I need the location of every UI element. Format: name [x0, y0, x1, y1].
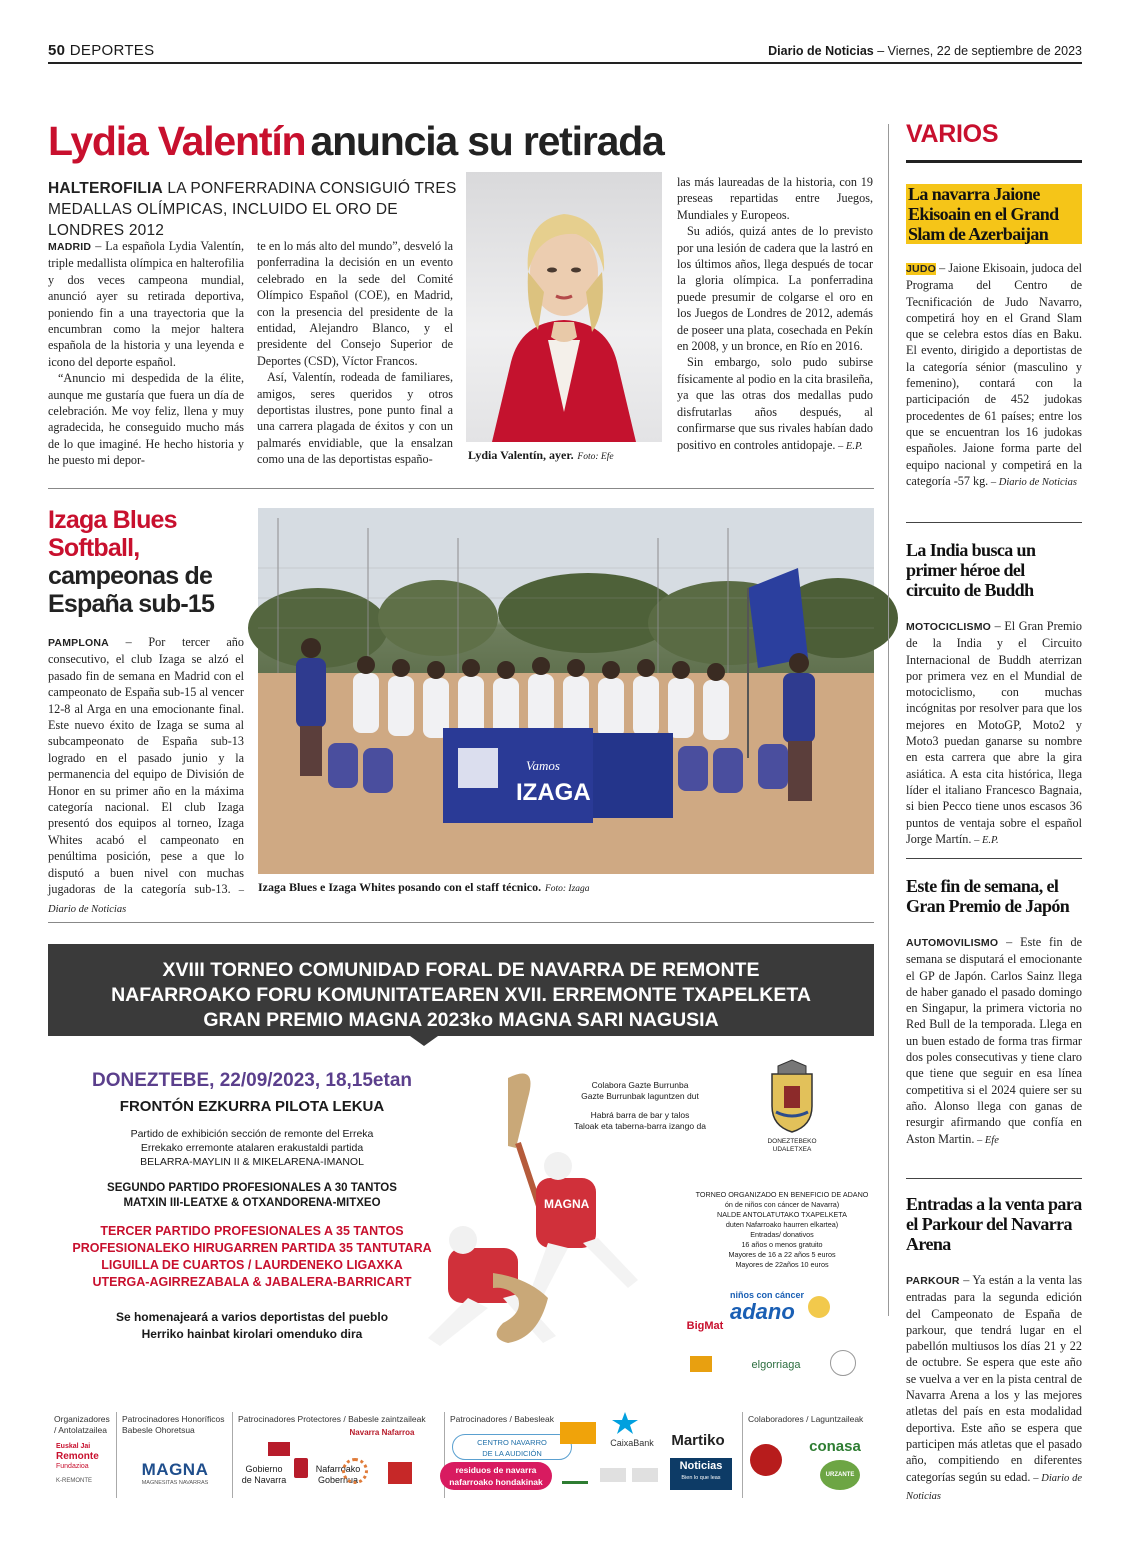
team-photo-illustration [258, 508, 874, 874]
centro-audicion-line-2: DE LA AUDICIÓN [482, 1449, 542, 1458]
gobierno-navarra-logo [236, 1464, 292, 1486]
town-label-1: DONEZTEBEKO [767, 1138, 817, 1145]
charity-line-2: ón de niños con cáncer de Navarra) [724, 1200, 840, 1209]
brief-auto [906, 876, 1082, 1149]
town-label-2: UDALETXEA [772, 1146, 812, 1153]
team-photo [258, 508, 874, 874]
brief-auto-sig: – Efe [974, 1134, 999, 1146]
paper-name: Diario de Noticias [768, 44, 874, 58]
navarra-word: Navarra [349, 1428, 380, 1437]
noticias-logo [670, 1458, 732, 1490]
crest-icon [762, 1060, 822, 1134]
remonte-line-3: Fundazioa [56, 1463, 89, 1470]
remonte-line-2: Remonte [56, 1451, 99, 1462]
brief-parkour-body [906, 1272, 1082, 1505]
residuos-navarra-logo [440, 1462, 552, 1490]
remonte-logo [56, 1442, 112, 1486]
lydia-photo [466, 172, 662, 442]
brief-auto-body [906, 934, 1082, 1149]
ods-wheel-icon [342, 1458, 368, 1484]
brief-rule-1 [906, 522, 1082, 523]
main-subtitle [48, 178, 458, 241]
brief-moto-text: – El Gran Premio de la India y el Circuito Internacional de Buddh aterrizan por primera vez en el Mundial de motociclismo, con muchas incógnitas por resolver para que los mejores en MotoGP, Moto2 y Moto3 puedan ganarse su nombre en esta carrera que abre la gira asiática. A esta cita histórica, llega líder el italiano Francesco Bagnaia, si bien Pecco tiene unos escasos 36 puntos de ventaja sobre el español Jorge Martín. [906, 619, 1082, 846]
ad-second-2: MATXIN III-LEATXE & OTXANDORENA-MITXEO [123, 1197, 381, 1209]
ad-bar-2: Taloak eta taberna-barra izango da [574, 1121, 706, 1131]
main-signature: – E.P. [835, 440, 863, 452]
brief-judo-body [906, 260, 1082, 491]
brief-rule-3 [906, 1178, 1082, 1179]
remonte-line-1: Euskal Jai [56, 1443, 91, 1450]
ad-event-info [48, 1070, 456, 1343]
section-name: DEPORTES [69, 42, 155, 59]
subtitle-text: LA PONFERRADINA CONSIGUIÓ TRES MEDALLAS OLÍMPICAS, INCLUIDO EL ORO DE LONDRES 2012 [48, 180, 457, 239]
urzante-logo: URZANTE [820, 1460, 860, 1490]
issue-date: Viernes, 22 de septiembre de 2023 [887, 44, 1082, 58]
noticias-tagline: Bien lo que leas [681, 1475, 721, 1481]
brief-rule-2 [906, 858, 1082, 859]
charity-line-8: Mayores de 22años 10 euros [735, 1260, 829, 1269]
ad-title-line-1: XVIII TORNEO COMUNIDAD FORAL DE NAVARRA DE REMONTE [162, 959, 760, 981]
nafarroako-line-2: Gobernua [317, 1475, 359, 1485]
navarra-nafarroa-logo [344, 1428, 420, 1438]
ad-collab-2: Gazte Burrunbak laguntzen dut [581, 1091, 699, 1101]
centro-audicion-line-1: CENTRO NAVARRO [477, 1438, 547, 1447]
sponsor-green-logo [562, 1466, 588, 1484]
brief-moto-body [906, 618, 1082, 849]
brief-auto-title: Este fin de semana, el Gran Premio de Japón [906, 876, 1070, 916]
cw-mini-logo [690, 1356, 712, 1372]
small-seal-icon [830, 1350, 856, 1376]
ad-homage-1: Se homenajeará a varios deportistas del pueblo [115, 1310, 389, 1324]
main-col3-p3: Sin embargo, solo pudo subirse físicamente al podio en la cita brasileña, ya que las otras dos medallas pudo disfrutarlas años después, al confirmarse que sus rivales habían dado positivo en controles antidopaje. [677, 355, 873, 452]
main-col2-p2: Así, Valentín, rodeada de familiares, amigos, seres queridos y otros deportistas ilustres, pone punto final a una carrera plagada de éxitos y con un palmarés envidiable, que la ensalzan como una de las deportistas españo- [257, 370, 453, 467]
brief-auto-text: – Este fin de semana se disputará el emocionante el GP de Japón. Carlos Sainz llega de haber ganado el pasado domingo en Singapur, la primera victoria no Red Bull de la temporada. Llega en un buen estado de forma tras firmar dos poles consecutivas y tiene claro que tiene que seguir en esa línea competitiva si el 2024 quiere ser su año. Alonso llega con ganas de resurgir afirmando que confía en Aston Martin. [906, 935, 1082, 1146]
shirt-magna-text: MAGNA [544, 1197, 590, 1211]
remonte-line-4: K-REMONTE [56, 1478, 92, 1484]
softball-dateline: PAMPLONA [48, 637, 109, 649]
sponsor-head-sponsors: Patrocinadores / Babesleak [450, 1414, 554, 1424]
charity-line-1: TORNEO ORGANIZADO EN BENEFICIO DE ADANO [695, 1190, 869, 1199]
brief-auto-label: AUTOMOVILISMO [906, 937, 999, 949]
main-headline [48, 118, 868, 165]
residuos-line-2: nafarroako hondakinak [449, 1477, 543, 1487]
town-crest [762, 1060, 822, 1152]
ad-band-notch [410, 1036, 438, 1046]
ad-divider [48, 922, 874, 923]
residuos-line-1: residuos de navarra [455, 1465, 537, 1475]
main-column-3 [677, 174, 873, 464]
team-caption [258, 880, 590, 895]
adano-mascot-icon [808, 1296, 830, 1318]
headline-red: Lydia Valentín [48, 118, 306, 164]
page-number: 50 [48, 42, 66, 59]
main-col1-p2: “Anuncio mi despedida de la élite, aunque me gustaría que fuera un día de celebración. Me voy feliz, llena y muy agradecida, he conseguido mucho más de lo que imaginé. He hecho historia y he puesto mi depor- [48, 371, 244, 468]
ad-venue: FRONTÓN EZKURRA PILOTA LEKUA [119, 1098, 385, 1115]
ad-exhibition-2: Errekako erremonte atalaren erakustaldi partida [140, 1142, 364, 1154]
ad-collab-1: Colabora Gazte Burrunba [591, 1080, 689, 1090]
sponsor-head-collaborators: Colaboradores / Laguntzaileak [748, 1414, 864, 1424]
ad-second-1: SEGUNDO PARTIDO PROFESIONALES A 30 TANTOS [107, 1182, 397, 1194]
brief-moto [906, 540, 1082, 849]
nafarroako-line-1: Nafarroako [315, 1464, 361, 1474]
elgorriaga-logo: elgorriaga [751, 1359, 801, 1371]
softball-signature: – Diario de Noticias [48, 885, 245, 915]
ad-third-1: TERCER PARTIDO PROFESIONALES A 35 TANTOS [100, 1224, 404, 1238]
magna-logo-text: MAGNA [141, 1460, 209, 1479]
headline-black: anuncia su retirada [310, 118, 664, 164]
gobierno-line-1: Gobierno [245, 1464, 283, 1474]
brief-parkour-text: – Ya están a la venta las entradas para la segunda edición del Campeonato de España de parkour, que tendrá lugar en el pabellón multiusos los días 21 y 22 de octubre. Se espera que este año se vuelva a ver en la pista central de Navarra Arena a los y las mejores atletas del país en esta modalidad deportiva. Este año se espera que participen más atletas que el pasado año, compitiendo en diferentes categorías según su edad. [906, 1273, 1082, 1484]
lydia-portrait-illustration [466, 172, 662, 442]
brief-parkour-sig: – Diario de Noticias [906, 1472, 1082, 1502]
gobierno-line-2: de Navarra [241, 1475, 287, 1485]
ad-title-line-2: NAFARROAKO FORU KOMUNITATEAREN XVII. ERREMONTE TXAPELKETA [111, 984, 811, 1006]
martiko-logo: Martiko [671, 1431, 725, 1449]
ad-exhibition-1: Partido de exhibición sección de remonte del Erreka [130, 1128, 374, 1140]
lydia-caption [468, 448, 614, 463]
sponsor-sep-4 [742, 1412, 743, 1498]
header-dash: – [873, 44, 888, 58]
ad-collab-block [570, 1080, 710, 1132]
lydia-photo-credit: Foto: Efe [577, 452, 614, 462]
banner-izaga: IZAGA [516, 779, 591, 806]
brief-judo-label: JUDO [906, 263, 936, 275]
main-col1-p1: – La española Lydia Valentín, triple medallista olímpica en halterofilia y dos veces campeona mundial, anunció ayer su retirada deportiva, poniendo fin a una trayectoria que la encumbran como la mejor haltera española de la historia y una leyenda e icono del deporte español. [48, 239, 244, 369]
magna-logo [130, 1460, 220, 1486]
sponsor-head-organizers: Organizadores / Antolatzailea [54, 1414, 110, 1435]
ad-third-4: UTERGA-AGIRREZABALA & JABALERA-BARRICART [92, 1275, 412, 1289]
sponsor-sep-1 [116, 1412, 117, 1498]
protector-logo-red-2 [388, 1462, 412, 1484]
sponsor-head-honorary: Patrocinadores Honoríficos Babesle Ohoretsua [122, 1414, 225, 1435]
brief-moto-title: La India busca un primer héroe del circuito de Buddh [906, 540, 1036, 600]
brief-parkour-label: PARKOUR [906, 1275, 960, 1287]
sidebar-title: VARIOS [906, 120, 999, 148]
main-dateline: MADRID [48, 241, 92, 253]
brief-judo [906, 184, 1082, 491]
ad-third-3: LIGUILLA DE CUARTOS / LAURDENEKO LIGAXKA [101, 1258, 403, 1272]
ad-title-line-3: GRAN PREMIO MAGNA 2023ko MAGNA SARI NAGUSIA [203, 1009, 719, 1031]
adano-tagline: niños con cáncer [730, 1290, 805, 1300]
collab-seal-logo [750, 1444, 782, 1476]
charity-line-3: NALDE ANTOLATUTAKO TXAPELKETA [717, 1210, 847, 1219]
softball-headline-red: Izaga Blues Softball, [48, 506, 177, 562]
brief-judo-title: La navarra Jaione Ekisoain en el Grand Slam de Azerbaijan [906, 184, 1082, 244]
navarra-shield-icon [294, 1458, 308, 1478]
brief-parkour-title: Entradas a la venta para el Parkour del Navarra Arena [906, 1194, 1082, 1254]
main-column-2 [257, 238, 453, 467]
sidebar-title-rule [906, 160, 1082, 163]
dateline-header [768, 44, 1082, 58]
sidebar-rule [888, 124, 889, 1316]
ad-event-date: DONEZTEBE, 22/09/2023, 18,15etan [92, 1070, 412, 1091]
magna-logo-sub: MAGNESITAS NAVARRAS [141, 1480, 209, 1486]
main-col3-p1: las más laureadas de la historia, con 19 preseas repartidas entre Juegos, Mundiales y Europeos. [677, 175, 873, 222]
brief-parkour [906, 1194, 1082, 1505]
ad-bar-1: Habrá barra de bar y talos [590, 1110, 690, 1120]
main-col3-p2: Su adiós, quizá antes de lo previsto por una lesión de cadera que la lastró en los últimos años, llega después de tocar la gloria olímpica. La ponferradina puede presumir de colgarse el oro en los Juegos de Londres de 2012, además de poseer una plata, cosechada en Pekín en 2008, y un bronce, en Río en 2016. [677, 224, 873, 354]
banner-vamos: Vamos [526, 758, 560, 773]
ad-exhibition-3: BELARRA-MAYLIN II & MIKELARENA-IMANOL [140, 1156, 364, 1168]
sponsor-sep-2 [232, 1412, 233, 1498]
charity-line-5: Entradas/ donativos [750, 1230, 814, 1239]
sponsor-grey-logo-2 [632, 1468, 658, 1482]
sponsor-grey-logo-1 [600, 1468, 626, 1482]
conasa-logo: conasa [809, 1437, 861, 1455]
softball-text: – Por tercer año consecutivo, el club Izaga se alzó el pasado fin de semana en Madrid con el campeonato de España sub-15 al vencer 12-8 al Arga en una emocionante final. Este nuevo éxito de Izaga se suma al subcampeonato de España sub-13 logrado en el pasado junio y la permanencia del equipo de División de Honor en su primer año en la máxima categoría nacional. El club Izaga presentó dos equipos al torneo, Izaga Whites acabó el campeonato en penúltima posición, pese a que lo disputó a buen nivel con muchas jugadoras de la categoría sub-13. [48, 635, 244, 897]
ad-third-2: PROFESIONALEKO HIRUGARREN PARTIDA 35 TANTUTARA [72, 1241, 432, 1255]
main-column-1 [48, 238, 244, 468]
softball-headline [48, 506, 248, 618]
brief-judo-sig: – Diario de Noticias [988, 476, 1077, 488]
lydia-caption-text: Lydia Valentín, ayer. [468, 448, 574, 462]
protector-logo-red-1 [268, 1442, 290, 1456]
charity-line-4: duten Nafarroako haurren elkartea) [725, 1220, 839, 1229]
brief-moto-label: MOTOCICLISMO [906, 621, 992, 633]
cw-logo [560, 1422, 596, 1444]
softball-headline-black: campeonas de España sub-15 [48, 562, 215, 618]
softball-body [48, 634, 245, 915]
centro-audicion-logo [452, 1434, 572, 1460]
team-photo-credit: Foto: Izaga [544, 884, 590, 894]
brief-judo-text: – Jaione Ekisoain, judoca del Programa del Centro de Tecnificación de Judo Navarro, competirá hoy en el Grand Slam que se celebra estos días en Baku. El evento, dirigido a deportistas de la categoría sénior (masculino y femenino), contará con la participación de 452 judokas procedentes de 61 países; entre los que se encuentran los 16 judokas españoles. Jaione forma parte del equipo nacional y competirá en la categoría -57 kg. [906, 261, 1082, 488]
adano-name: adano [730, 1299, 795, 1324]
story-divider [48, 488, 874, 489]
ad-title-band [48, 944, 874, 1036]
main-col2-p1: te en lo más alto del mundo”, desveló la ponferradina la decisión en un evento celebrado en la sede del Comité Olímpico Español (COE), en Madrid, con la presencia del presidente de la entidad, Alejandro Blanco, y el presidente del Consejo Superior de Deportes (CSD), Víctor Francos. [257, 239, 453, 368]
ad-charity-block [690, 1190, 874, 1270]
bigmat-logo: BigMat [686, 1320, 724, 1332]
nafarroa-word: Nafarroa [381, 1428, 415, 1437]
caixabank-star-icon [610, 1412, 640, 1434]
main-kicker: HALTEROFILIA [48, 180, 163, 197]
noticias-name: Noticias [679, 1460, 723, 1472]
ad-homage-2: Herriko hainbat kirolari omenduko dira [141, 1327, 363, 1341]
adano-logo [730, 1290, 840, 1340]
brief-moto-sig: – E.P. [971, 834, 999, 846]
caixabank-logo: CaixaBank [610, 1438, 654, 1448]
header-rule [48, 62, 1082, 64]
team-caption-text: Izaga Blues e Izaga Whites posando con el staff técnico. [258, 880, 542, 894]
sponsor-head-protectors: Patrocinadores Protectores / Babesle zaintzaileak [238, 1414, 426, 1424]
charity-line-6: 16 años o menos gratuito [741, 1240, 823, 1249]
charity-line-7: Mayores de 16 a 22 años 5 euros [728, 1250, 836, 1259]
page-section [48, 42, 154, 59]
